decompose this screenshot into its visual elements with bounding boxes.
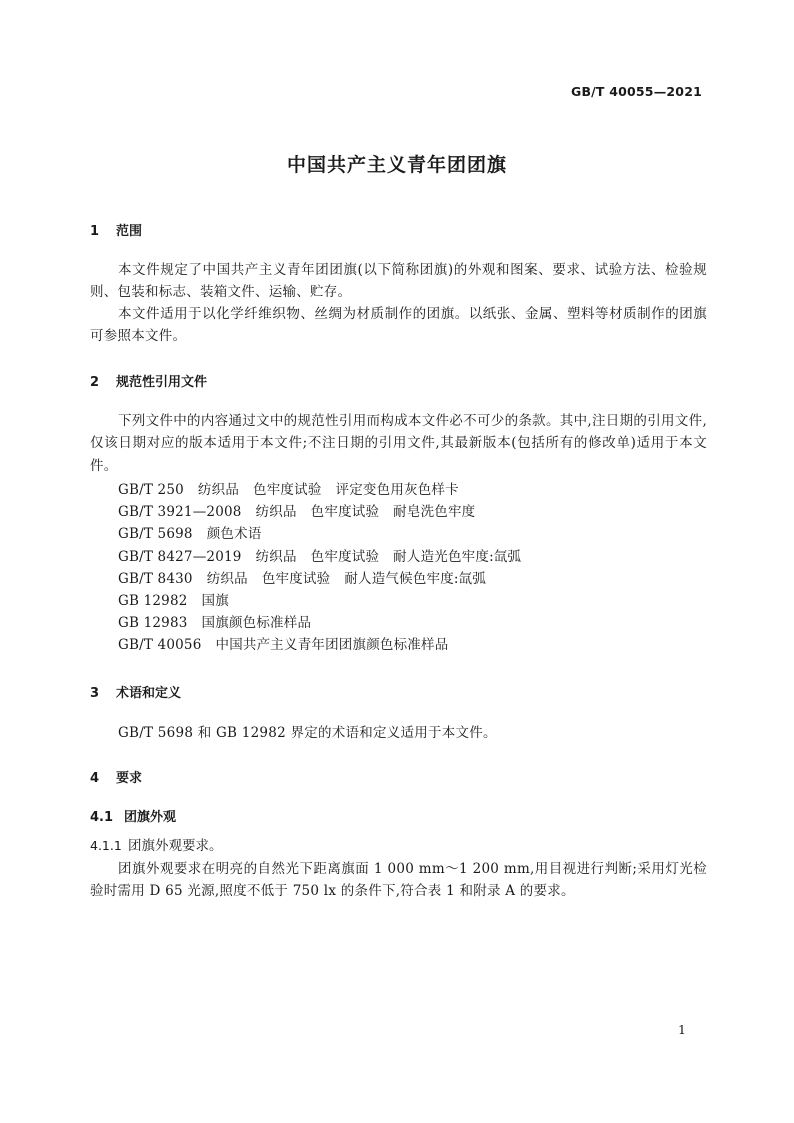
section-heading-requirements: [90, 767, 142, 786]
clause-text: 团旗外观要求。: [128, 838, 223, 854]
reference-item: [118, 612, 535, 634]
reference-item: [118, 479, 535, 501]
reference-item: [118, 523, 535, 545]
subsection-number: 4.1: [90, 810, 114, 825]
normative-refs-intro: 下列文件中的内容通过文中的规范性引用而构成本文件必不可少的条款。其中,注日期的引用文件,仅该日期对应的版本适用于本文件;不注日期的引用文件,其最新版本(包括所有的修改单)适用于本文件。: [90, 413, 707, 474]
reference-code: GB/T 8427—2019: [118, 548, 242, 565]
reference-title-part: 国旗颜色标准样品: [201, 615, 312, 632]
reference-code: GB/T 3921—2008: [118, 504, 242, 521]
reference-title-part: 纺织品: [255, 548, 297, 565]
reference-title-part: 色牢度试验: [261, 570, 331, 587]
reference-item: [118, 501, 535, 523]
reference-title-part: 纺织品: [197, 482, 240, 498]
scope-paragraph-1: 本文件规定了中国共产主义青年团团旗(以下简称团旗)的外观和图案、要求、试验方法、检验规则、包装和标志、装箱文件、运输、贮存。: [90, 262, 707, 301]
reference-title-part: 颜色术语: [206, 526, 262, 543]
clause-4-1-1: [90, 834, 223, 854]
section-number: 4: [90, 771, 100, 786]
clause-number: 4.1.1: [90, 838, 122, 853]
section-number: 3: [90, 686, 100, 701]
reference-title-part: 纺织品: [206, 570, 248, 587]
reference-code: GB/T 5698: [118, 526, 193, 543]
page-number: 1: [678, 1022, 686, 1037]
reference-code: GB/T 40056: [118, 637, 202, 654]
reference-list: [118, 479, 535, 657]
reference-item: [118, 568, 535, 590]
reference-title-part: 国旗: [201, 592, 229, 609]
section-title: 要求: [116, 771, 143, 786]
terms-paragraph: GB/T 5698 和 GB 12982 界定的术语和定义适用于本文件。: [118, 725, 497, 741]
section-heading-normative-references: [90, 371, 207, 390]
reference-item: [118, 590, 535, 612]
reference-title-part: 评定变色用灰色样卡: [335, 482, 459, 498]
subsection-heading-flag-appearance: [90, 806, 176, 825]
reference-code: GB 12982: [118, 592, 188, 609]
reference-item: [118, 634, 535, 656]
document-title: 中国共产主义青年团团旗: [286, 154, 507, 176]
section-heading-scope: [90, 220, 142, 239]
section-title: 范围: [116, 224, 143, 239]
section-number: 2: [90, 375, 100, 390]
reference-code: GB/T 250: [118, 482, 184, 498]
reference-title-part: 中国共产主义青年团团旗颜色标准样品: [215, 637, 449, 654]
reference-code: GB/T 8430: [118, 570, 193, 587]
scope-paragraph-2: 本文件适用于以化学纤维织物、丝绸为材质制作的团旗。以纸张、金属、塑料等材质制作的团旗可参照本文件。: [90, 306, 707, 345]
section-number: 1: [90, 224, 100, 239]
reference-title-part: 耐皂洗色牢度: [393, 504, 476, 521]
reference-title-part: 纺织品: [255, 504, 297, 521]
section-title: 术语和定义: [116, 686, 182, 701]
reference-code: GB 12983: [118, 615, 188, 632]
reference-title-part: 耐人造气候色牢度:氙弧: [344, 570, 487, 587]
section-title: 规范性引用文件: [116, 375, 208, 390]
appearance-requirement-paragraph: 团旗外观要求在明亮的自然光下距离旗面 1 000 mm～1 200 mm,用目视进行判断;采用灯光检验时需用 D 65 光源,照度不低于 750 lx 的条件下,符合表 1 和附录 A 的要求。: [90, 861, 707, 900]
reference-title-part: 色牢度试验: [310, 504, 380, 521]
reference-title-part: 色牢度试验: [253, 482, 322, 498]
standard-number: GB/T 40055—2021: [570, 84, 702, 99]
section-heading-terms: [90, 682, 181, 701]
reference-item: [118, 546, 535, 568]
reference-title-part: 色牢度试验: [310, 548, 380, 565]
subsection-title: 团旗外观: [124, 810, 177, 825]
reference-title-part: 耐人造光色牢度:氙弧: [393, 548, 522, 565]
